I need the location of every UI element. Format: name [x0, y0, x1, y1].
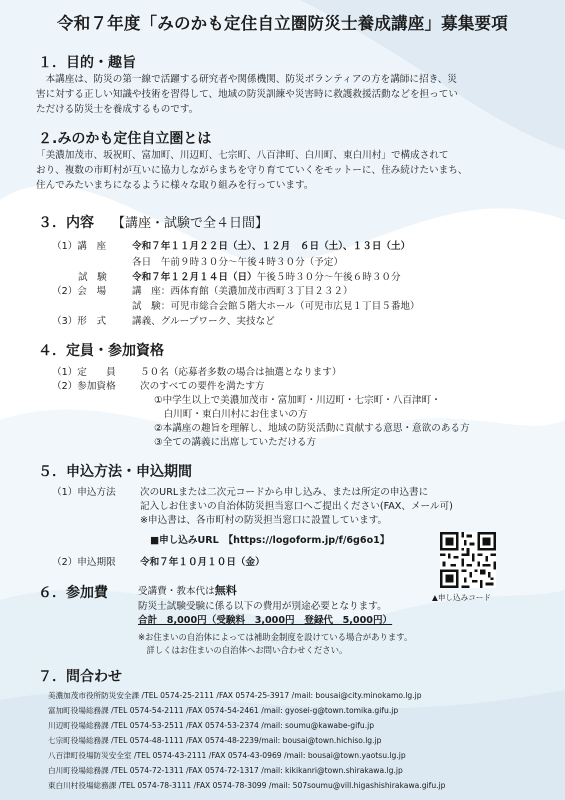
method-line: ※申込書は、各市町村の防災担当窓口に設置しています。 — [140, 515, 388, 526]
capacity-label: （1）定 員 — [52, 367, 116, 378]
section-4-heading: ４．定員・参加資格 — [38, 343, 164, 359]
venue-exam: 試 験：可児市総合会館５階大ホール（可児市広見１丁目５番地） — [132, 301, 420, 312]
fee-note: 防災士試験受験に係る以下の費用が別途必要となります。 — [138, 601, 387, 612]
section-7-heading: ７．問合わせ — [38, 669, 122, 685]
section-5-heading: ５．申込方法・申込期間 — [38, 464, 192, 480]
qualification-item: ②本講座の趣旨を理解し、地域の防災活動に貢献する意思・意欲のある方 — [154, 423, 470, 434]
qualification-label: （2）参加資格 — [52, 381, 116, 392]
contact-row: 美濃加茂市役所防災安全課 /TEL 0574-25-2111 /FAX 0574-25-3917 /mail: bousai@city.minokamo.lg.jp — [48, 691, 422, 700]
qr-code-caption: ▲申し込みコード — [432, 593, 491, 602]
fee-total: 合計 8,000円（受験料 3,000円 登録代 5,000円） — [138, 615, 393, 626]
format-label: （3）形 式 — [52, 316, 107, 327]
section-3-duration: 【講座・試験で全４日間】 — [112, 216, 269, 231]
qualification-item: ①中学生以上で美濃加茂市・富加町・川辺町・七宗町・八百津町・ — [154, 395, 441, 406]
qualification-item: 白川町・東白川村にお住まいの方 — [154, 409, 308, 420]
section-2-text: 「美濃加茂市、坂祝町、富加町、川辺町、七宗町、八百津町、白川町、東白川村」で構成されて おり、複数の市町村が互いに協力しながらまちを守り育てていくをモットーに、住み続けたいまち、 住んでみたいまちになるように様々な取り組みを行っています。 — [36, 150, 468, 191]
fee-subsidy-note: 詳しくはお住まいの自治体へお問い合わせください。 — [138, 645, 348, 655]
fee-free-line: 受講費・教本代は無料 — [138, 584, 237, 597]
lecture-dates: 令和７年１１月２２日（土）、１２月 ６日（土）、１３日（土） — [132, 241, 411, 252]
page-title: 令和７年度「みのかも定住自立圏防災士養成講座」募集要項 — [57, 14, 508, 33]
exam-datetime: 令和７年１２月１４日（日）午後５時３０分～午後６時３０分 — [132, 272, 401, 283]
lecture-time: 各日 午前９時３０分～午後４時３０分（予定） — [132, 257, 344, 268]
capacity-value: ５０名（応募者多数の場合は抽選となります） — [140, 367, 342, 378]
contact-row: 白川町役場総務課 /TEL 0574-72-1311 /FAX 0574-72-1317 /mail: kikikanri@town.shirakawa.lg.jp — [48, 766, 403, 775]
contact-row: 東白川村役場総務課 /TEL 0574-78-3111 /FAX 0574-78-3099 /mail: 507soumu@vill.higashishirakawa.gifu.jp — [48, 781, 446, 790]
deadline-value: 令和７年１０月１０日（金） — [140, 557, 265, 568]
method-label: （1）申込方法 — [52, 487, 116, 498]
section-6-heading: ６．参加費 — [38, 585, 108, 601]
venue-lecture: 講 座：西体育館（美濃加茂市西町３丁目２３２） — [132, 286, 353, 297]
format-value: 講義、グループワーク、実技など — [132, 316, 275, 327]
contact-row: 川辺町役場総務課 /TEL 0574-53-2511 /FAX 0574-53-2374 /mail: soumu@kawabe-gifu.jp — [48, 721, 375, 730]
lecture-label: （1）講 座 — [52, 241, 107, 252]
section-3-heading: ３．内容 【講座・試験で全４日間】 — [38, 215, 269, 231]
qualification-intro: 次のすべての要件を満たす方 — [140, 381, 265, 392]
section-1-text: 本講座は、防災の第一線で活躍する研究者や関係機関、防災ボランティアの方を講師に招き、災 害に対する正しい知識や技術を習得して、地域の防災訓練や災害時に救護救援活動などを担ってい ただける防災士を養成するものです。 — [36, 74, 458, 115]
venue-label: （2）会 場 — [52, 286, 107, 297]
section-2-heading: ２.みのかも定住自立圏とは — [38, 131, 212, 147]
section-1-heading: １．目的・趣旨 — [38, 55, 136, 71]
application-url-link[interactable]: ■申し込みURL 【https://logoform.jp/f/6g6o1】 — [150, 535, 390, 546]
qualification-item: ③全ての講義に出席していただける方 — [154, 437, 317, 448]
contact-row: 八百津町役場防災安全室 /TEL 0574-43-2111 /FAX 0574-43-0969 /mail: bousai@town.yaotsu.lg.jp — [48, 751, 406, 760]
exam-label: 試 験 — [78, 272, 107, 283]
method-line: 記入しお住まいの自治体防災担当窓口へご提出ください(FAX、メール可) — [140, 501, 453, 512]
qr-code-icon[interactable] — [440, 532, 496, 588]
deadline-label: （2）申込期限 — [52, 557, 116, 568]
fee-free-value: 無料 — [214, 584, 237, 597]
contact-row: 富加町役場総務課 /TEL 0574-54-2111 /FAX 0574-54-2461 /mail: gyosei-g@town.tomika.gifu.jp — [48, 706, 399, 715]
method-line: 次のURLまたは二次元コードから申し込み、または所定の申込書に — [140, 487, 429, 498]
contact-row: 七宗町役場総務課 /TEL 0574-48-1111 /FAX 0574-48-2239/mail: bousai@town.hichiso.lg.jp — [48, 736, 382, 745]
fee-subsidy-note: ※お住まいの自治体によっては補助金制度を設けている場合があります。 — [138, 632, 413, 642]
